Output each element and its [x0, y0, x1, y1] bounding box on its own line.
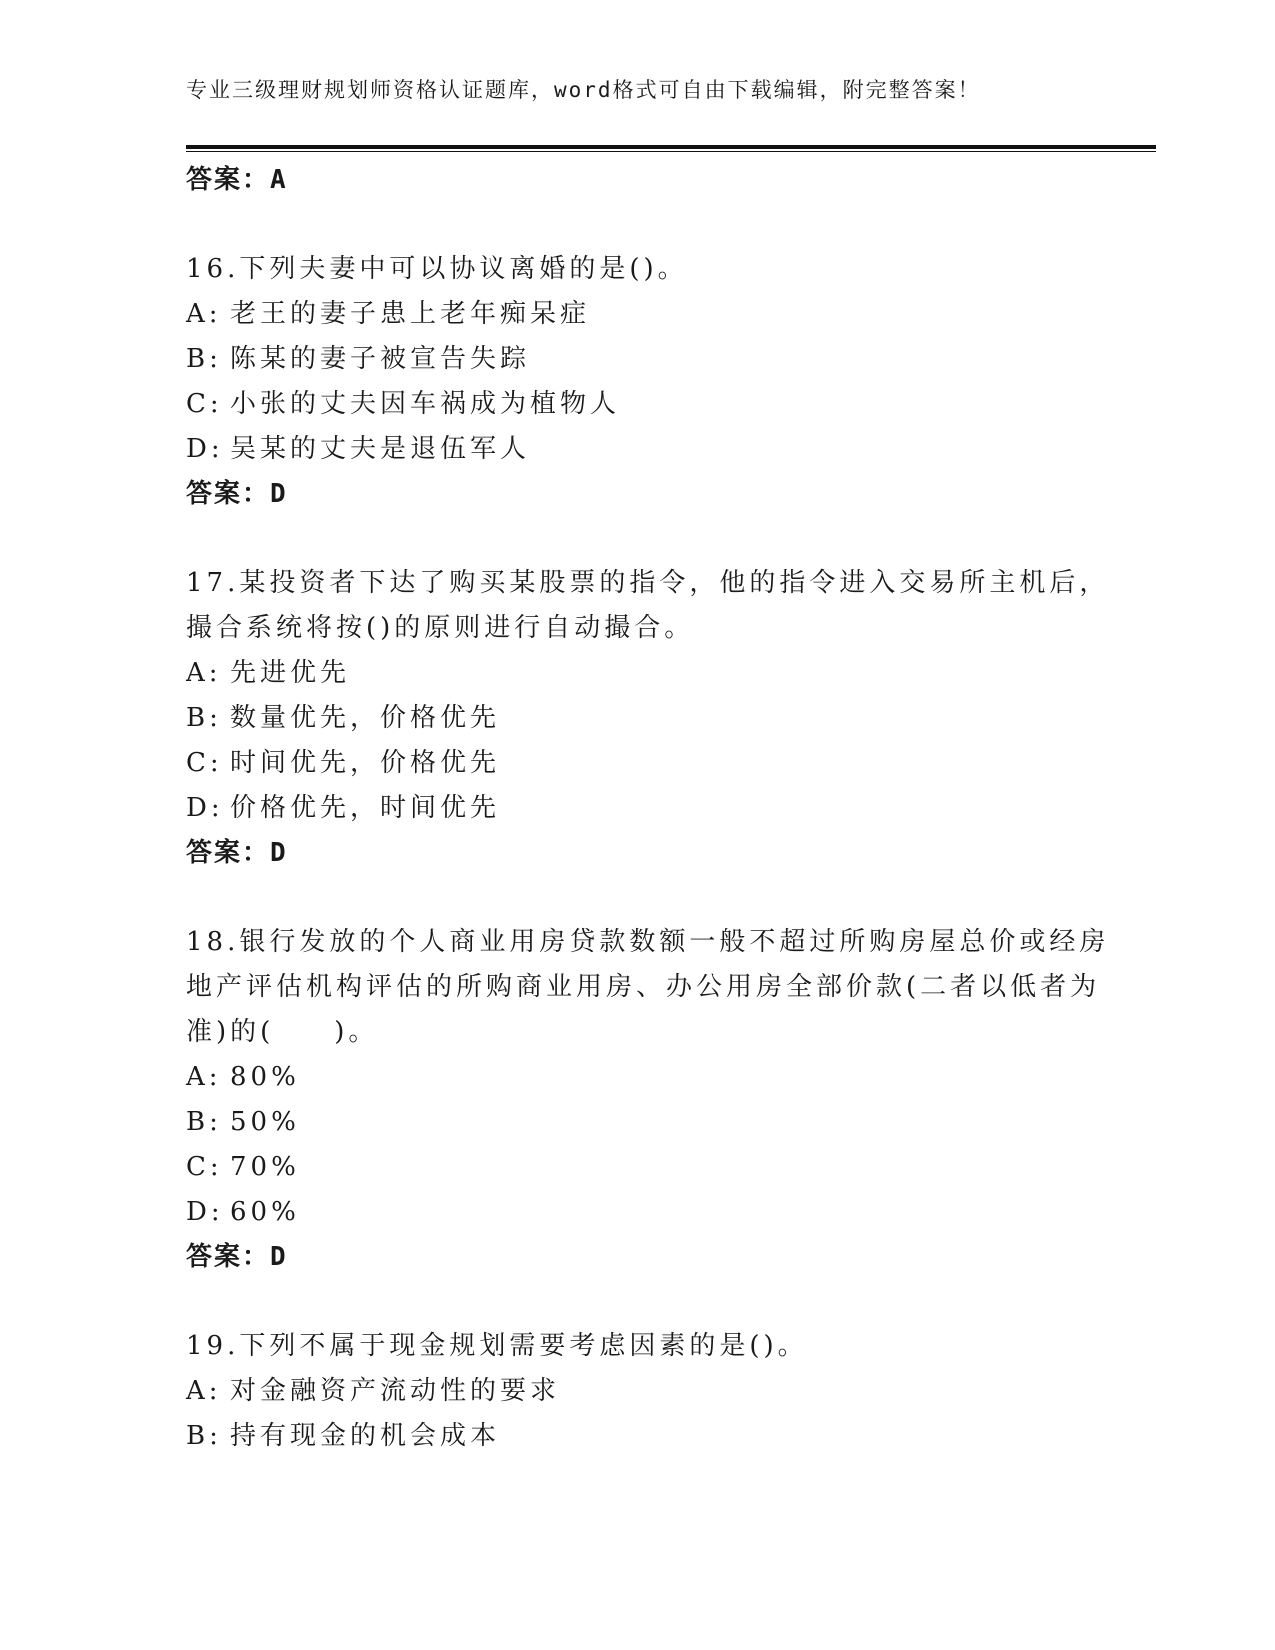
option-text: 陈某的妻子被宣告失踪	[230, 344, 531, 374]
option-item	[186, 651, 1086, 696]
spacer	[186, 1280, 1086, 1324]
option-item	[186, 741, 1086, 786]
option-letter: B:	[186, 1421, 222, 1451]
option-text: 对金融资产流动性的要求	[230, 1376, 561, 1406]
question-text: 19.下列不属于现金规划需要考虑因素的是()。	[186, 1331, 808, 1361]
option-text: 70%	[230, 1152, 300, 1182]
option-letter: B:	[186, 703, 222, 733]
option-text: 小张的丈夫因车祸成为植物人	[230, 389, 621, 419]
option-text: 价格优先，时间优先	[230, 793, 501, 823]
option-text: 数量优先，价格优先	[230, 703, 501, 733]
option-text: 80%	[230, 1062, 300, 1092]
option-text: 老王的妻子患上老年痴呆症	[230, 299, 591, 329]
option-letter: A:	[186, 1376, 222, 1406]
answer-line: 答案：A	[186, 165, 288, 195]
answer-line: 答案：D	[186, 1242, 288, 1272]
option-text: 吴某的丈夫是退伍军人	[230, 434, 531, 464]
option-item	[186, 382, 1086, 427]
answer-line: 答案：D	[186, 479, 288, 509]
question-text: 16.下列夫妻中可以协议离婚的是()。	[186, 254, 688, 284]
option-item	[186, 1055, 1086, 1100]
question-block	[186, 561, 1110, 876]
option-item	[186, 1145, 1086, 1190]
option-text: 50%	[230, 1107, 300, 1137]
spacer	[186, 203, 1086, 247]
option-item	[186, 1190, 1086, 1235]
option-letter: D:	[186, 434, 224, 464]
option-text: 60%	[230, 1197, 300, 1227]
option-item	[186, 786, 1086, 831]
option-letter: C:	[186, 748, 223, 778]
question-text: 地产评估机构评估的所购商业用房、办公用房全部价款(二者以低者为	[186, 972, 1101, 1002]
option-letter: B:	[186, 1107, 222, 1137]
option-item	[186, 292, 1086, 337]
option-text: 时间优先，价格优先	[230, 748, 501, 778]
question-text: 准)的( )。	[186, 1017, 379, 1047]
page-header: 专业三级理财规划师资格认证题库，word格式可自由下载编辑，附完整答案！	[186, 78, 981, 102]
option-letter: C:	[186, 389, 223, 419]
question-text: 撮合系统将按()的原则进行自动撮合。	[186, 613, 695, 643]
option-letter: A:	[186, 1062, 222, 1092]
option-item	[186, 337, 1086, 382]
option-text: 持有现金的机会成本	[230, 1421, 501, 1451]
question-block	[186, 920, 1110, 1280]
option-item	[186, 1414, 1086, 1459]
option-text: 先进优先	[230, 658, 351, 688]
question-text: 18.银行发放的个人商业用房贷款数额一般不超过所购房屋总价或经房	[186, 927, 1110, 957]
question-block	[186, 1324, 1086, 1459]
header-rule-thick	[186, 145, 1156, 149]
question-block	[186, 247, 1086, 517]
option-letter: A:	[186, 658, 222, 688]
option-letter: D:	[186, 1197, 224, 1227]
spacer	[186, 517, 1086, 561]
option-item	[186, 1369, 1086, 1414]
option-item	[186, 696, 1086, 741]
option-item	[186, 1100, 1086, 1145]
spacer	[186, 876, 1086, 920]
option-item	[186, 427, 1086, 472]
question-text: 17.某投资者下达了购买某股票的指令，他的指令进入交易所主机后，	[186, 568, 1110, 598]
question-content	[186, 158, 1110, 1459]
option-letter: C:	[186, 1152, 223, 1182]
option-letter: B:	[186, 344, 222, 374]
option-letter: A:	[186, 299, 222, 329]
header-rule-thin	[186, 151, 1156, 152]
answer-line: 答案：D	[186, 838, 288, 868]
option-letter: D:	[186, 793, 224, 823]
